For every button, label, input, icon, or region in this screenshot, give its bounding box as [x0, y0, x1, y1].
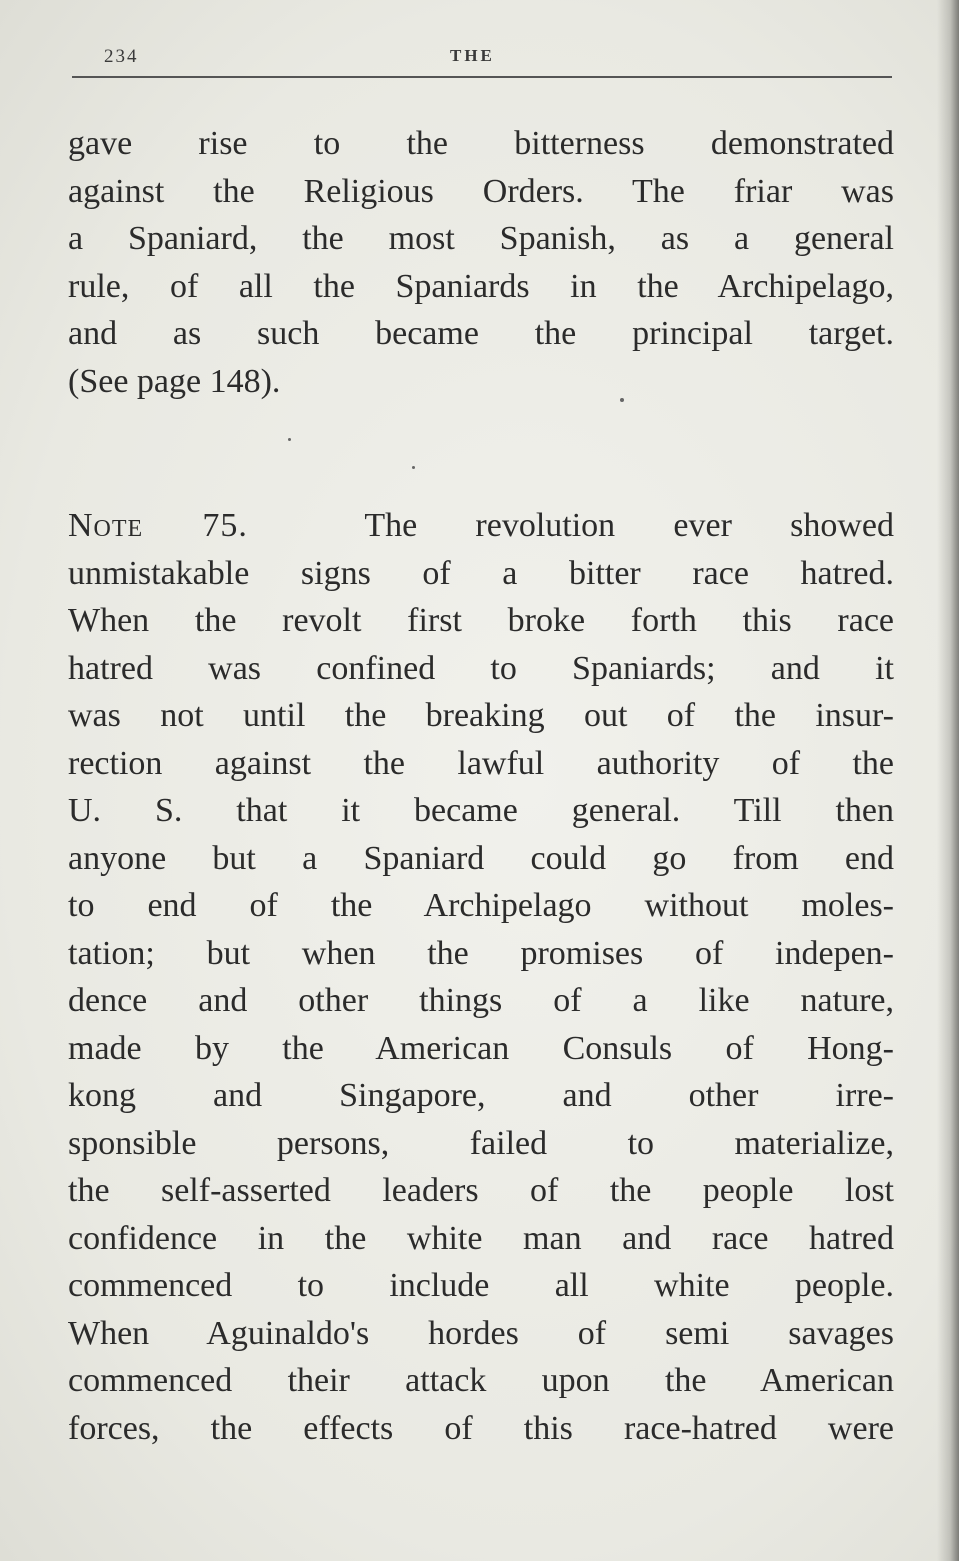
text-line: rection against the lawful authority of the [68, 744, 894, 782]
print-speck [412, 466, 415, 469]
text-line: to end of the Archipelago without moles- [68, 887, 894, 924]
text-line: tation; but when the promises of indepen- [68, 934, 894, 972]
page-number: 234 [104, 46, 139, 67]
text-line: anyone but a Spaniard could go from end [68, 839, 894, 877]
text-line: a Spaniard, the most Spanish, as a general [68, 220, 894, 257]
print-speck [288, 438, 291, 441]
running-title: THE [450, 46, 495, 65]
print-speck [620, 398, 624, 402]
text-line: and as such became the principal target. [68, 315, 894, 352]
note-first-line [68, 502, 894, 550]
note-label: Note 75. [68, 507, 248, 544]
text-line: confidence in the white man and race hatred [68, 1219, 894, 1257]
text-line: commenced to include all white people. [68, 1267, 894, 1304]
text-line: kong and Singapore, and other irre- [68, 1077, 894, 1114]
text-line: U. S. that it became general. Till then [68, 792, 894, 829]
text-line: (See page 148). [68, 362, 281, 400]
page-edge-shadow [937, 0, 959, 1561]
text-line: unmistakable signs of a bitter race hatred. [68, 554, 894, 592]
text-line: sponsible persons, failed to materialize, [68, 1124, 894, 1162]
text-line: When the revolt first broke forth this race [68, 602, 894, 639]
text-line: commenced their attack upon the American [68, 1362, 894, 1399]
running-head [100, 46, 890, 76]
text-line: hatred was confined to Spaniards; and it [68, 649, 894, 687]
text-line: the self-asserted leaders of the people lost [68, 1172, 894, 1209]
text-line: When Aguinaldo's hordes of semi savages [68, 1314, 894, 1352]
note-75 [68, 502, 894, 1452]
text-line: rule, of all the Spaniards in the Archipelago, [68, 267, 894, 305]
text-line: made by the American Consuls of Hong- [68, 1029, 894, 1067]
header-rule [72, 76, 892, 78]
text-line: The revolution ever showed [364, 507, 894, 544]
text-line: was not until the breaking out of the insur- [68, 697, 894, 734]
text-line: gave rise to the bitterness demonstrated [68, 125, 894, 162]
text-line: forces, the effects of this race-hatred were [68, 1409, 894, 1447]
paragraph-continued [68, 120, 894, 405]
text-line: against the Religious Orders. The friar was [68, 172, 894, 210]
text-line: dence and other things of a like nature, [68, 982, 894, 1019]
